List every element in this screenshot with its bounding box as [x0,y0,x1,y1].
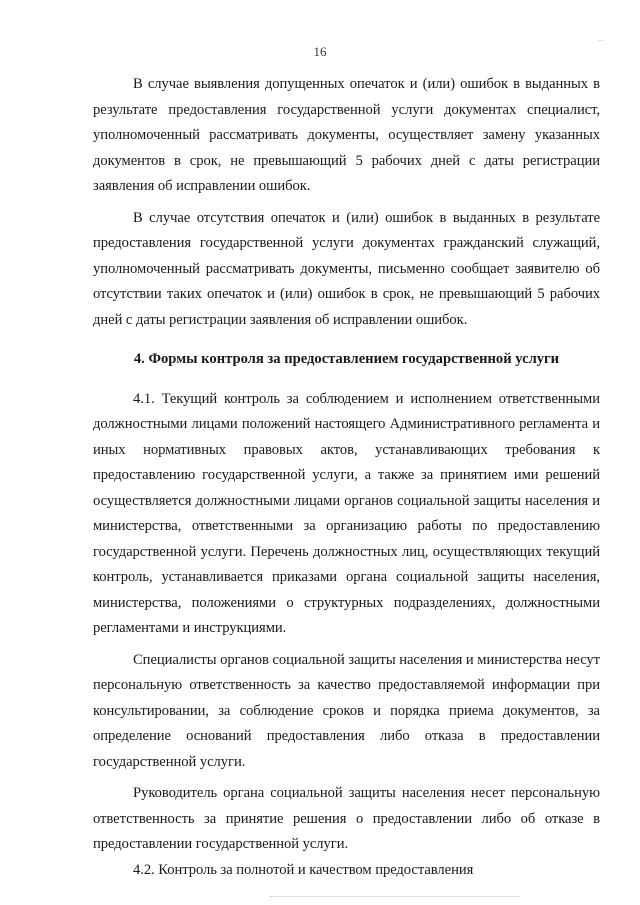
scan-artifact-mark [598,40,604,41]
page-number: 16 [313,44,327,59]
paragraph-specialists-responsibility: Специалисты органов социальной защиты населения и министерства несут персональную ответственность за качество предоставляемой информации при консультировании, за соблюдение сроков и порядка приема документов, за определение оснований предоставления либо отказа в предоставлении государственной услуги. [93,651,600,770]
page-content [93,72,600,883]
paragraph-typo-correction: В случае выявления допущенных опечаток и (или) ошибок в выданных в результате предоставления государственной услуги документах специалист, уполномоченный рассматривать документы, осуществляет замену указанных документов в срок, не превышающий 5 рабочих дней с даты регистрации заявления об исправлении ошибок. [93,76,600,194]
section-heading: 4. Формы контроля за предоставлением государственной услуги [133,351,560,367]
paragraph-4-1-current-control: 4.1. Текущий контроль за соблюдением и исполнением ответственными должностными лицами положений настоящего Административного регламента и иных нормативных правовых актов, устанавливающих требования к предоставлению государственной услуги, а также за принятием ими решений осуществляется должностными лицами органов социальной защиты населения и министерства, ответственными за организацию работы по предоставлению государственной услуги. Перечень должностных лиц, осуществляющих текущий контроль, устанавливается приказами органа социальной защиты населения, министерства, положениями о структурных подразделениях, должностными регламентами и инструкциями. [93,390,600,636]
paragraph-head-responsibility: Руководитель органа социальной защиты населения несет персональную ответственность за принятие решения о предоставлении либо об отказе в предоставлении государственной услуги. [93,785,600,852]
section-spacer [93,333,600,347]
scan-bottom-artifact [270,896,520,901]
paragraph-no-typos: В случае отсутствия опечаток и (или) ошибок в выданных в результате предоставления государственной услуги документах гражданский служащий, уполномоченный рассматривать документы, письменно сообщает заявителю об отсутствии таких опечаток и (или) ошибок в срок, не превышающий 5 рабочих дней с даты регистрации заявления об исправлении ошибок. [93,209,600,328]
paragraph-4-2-quality-control: 4.2. Контроль за полнотой и качеством предоставления [133,861,474,878]
section-spacer [93,373,600,387]
